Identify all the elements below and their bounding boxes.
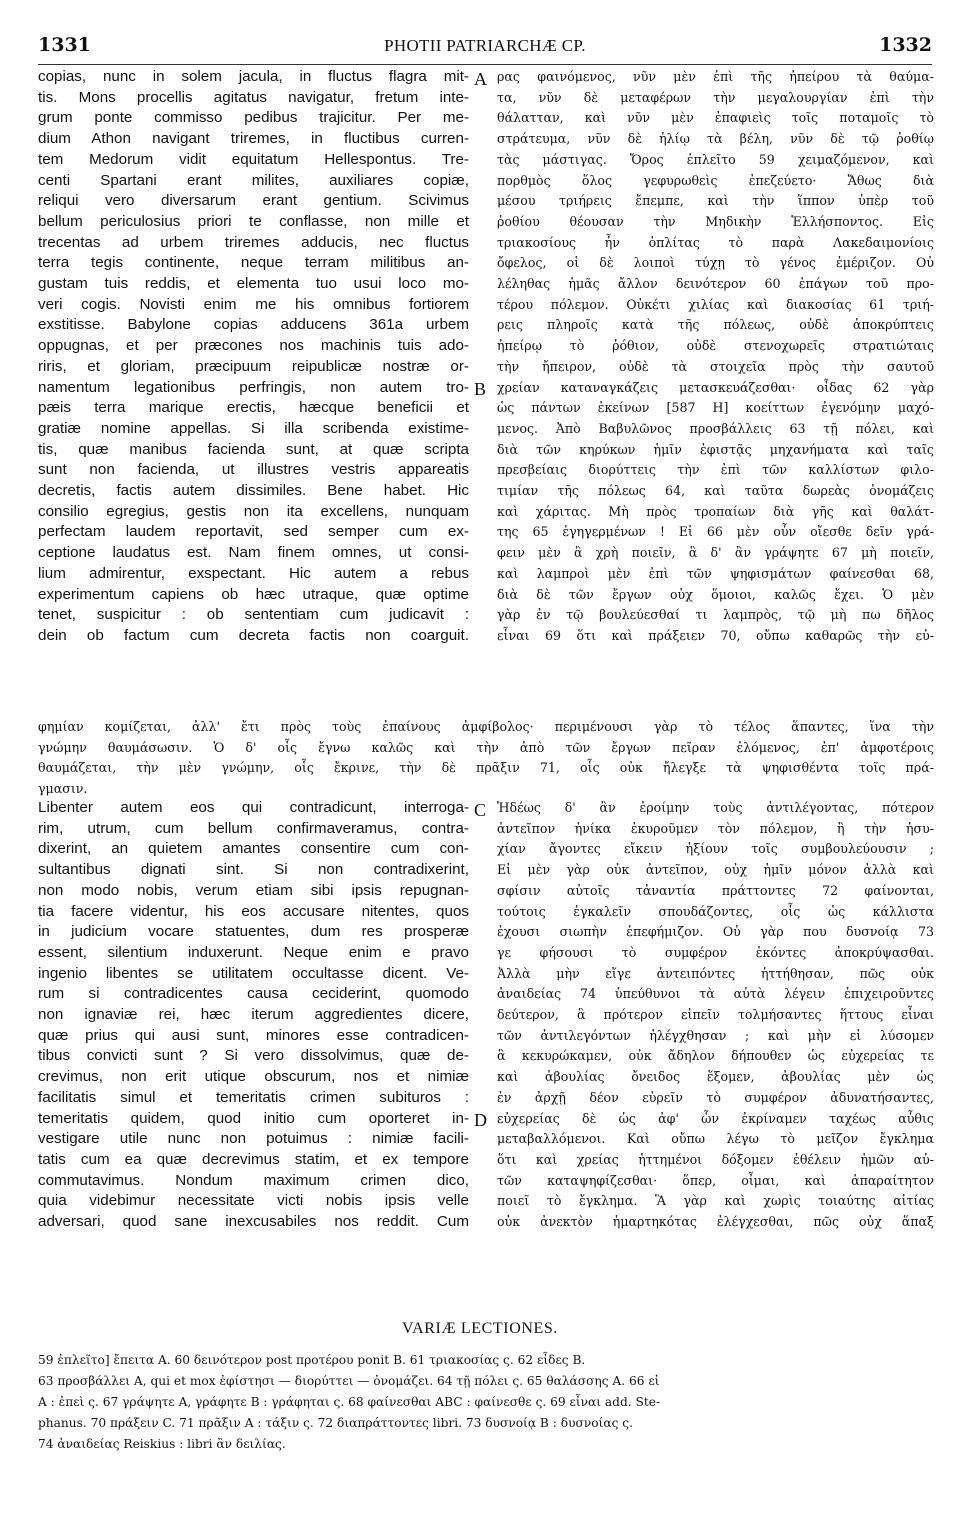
greek-text-line: φειν μὲν ἃ χρὴ ποιεῖν, ἃ δ' ἂν γράψητε 67 μὴ ποιεῖν, bbox=[497, 545, 934, 561]
greek-full-width-text bbox=[38, 717, 934, 800]
section-marker-d: D bbox=[474, 1110, 487, 1130]
greek-text-line: πρεσβείαις διορύττεις τὴν ἐπὶ τῶν καλλίστων φιλο- bbox=[497, 462, 934, 478]
latin-text-line: centi Spartani erant milites, auxiliares copiæ, bbox=[38, 171, 469, 189]
greek-text-line: πορθμὸς ὅλος γεφυρωθεὶς ἐπεζεύετο· Ἄθως διὰ bbox=[497, 172, 934, 188]
latin-text-line: riris, et gloriam, præcipuum reipublicæ nostræ or- bbox=[38, 357, 469, 375]
latin-text-line: namentum legationibus perfringis, non autem tro- bbox=[38, 378, 469, 396]
latin-text-line: non modo nobis, verum etiam sibi ipsis repugnan- bbox=[38, 881, 469, 899]
greek-text-line: ἀναιδείας 74 ὑπεύθυνοι τὰ αὐτὰ λέγειν ἐπιχειροῦντες bbox=[497, 986, 934, 1002]
latin-text-line: adversari, quod sane inexcusabiles nos reddit. Cum bbox=[38, 1213, 469, 1231]
latin-text-line: gustam tuis reddis, et elementa tuo usui loco mo- bbox=[38, 275, 469, 293]
greek-text-line: τούτοις ἐγκαλεῖν σπουδάζοντες, οἷς ὡς κάλλιστα bbox=[497, 903, 934, 919]
variant-note-line: A : ἐπεὶ ς. 67 γράψητε A, γράφητε B : γράφηται ς. 68 φαίνεσθαι ABC : φαίνεσθε ς. 69 εἶναι add. Ste- bbox=[38, 1395, 661, 1409]
latin-text-line: perfectam laudem reportavit, sed semper cum ex- bbox=[38, 523, 469, 541]
latin-text-line: terra tegis continente, neque terram militibus an- bbox=[38, 254, 469, 272]
latin-text-line: ingenio libentes se utilitatem occultasse dicent. Ve- bbox=[38, 964, 469, 982]
greek-text-line: ὄφελος, οἱ δὲ λοιποὶ τύχῃ τὸ γένος ἐμέριζον. Οὐ bbox=[497, 255, 934, 271]
latin-text-line: vestigare utile nunc non potuimus : nimiæ facili- bbox=[38, 1130, 469, 1148]
greek-text-line: θαυμάζεται, τὴν μὲν γνώμην, οἷς ἔκρινε, τὴν δὲ πρᾶξιν 71, οἷς οὐκ ἤλεγξε τὰ ψηφισθέντα τοῖς πρά- bbox=[38, 760, 934, 776]
variant-note-line: 63 προσβάλλει A, qui et mox ἐφίστησι — διορύττει — ὀνομάζει. 64 τῇ πόλει ς. 65 θαλάσσης A. 66 εἰ bbox=[38, 1374, 660, 1388]
latin-text-line: grum ponte commisso pedibus trajicitur. Per me- bbox=[38, 109, 469, 127]
greek-text-line: ἃ κεκυρώκαμεν, οὐκ ἄδηλον δήπουθεν ὡς εὐχερείας τε bbox=[497, 1048, 934, 1064]
greek-text-line: οὐκ ἀνεκτὸν ἡμαρτηκότας ἐλέγχεσθαι, πῶς οὐχ ἅπαξ bbox=[497, 1214, 934, 1230]
latin-column-top bbox=[38, 67, 469, 647]
greek-text-line: ρας φαινόμενος, νῦν μὲν ἐπὶ τῆς ἠπείρου τὰ θαύμα- bbox=[497, 69, 934, 84]
variae-lectiones-notes bbox=[38, 1350, 932, 1455]
variant-note-line: 74 ἀναιδείας Reiskius : libri ἂν δειλίας. bbox=[38, 1437, 286, 1451]
greek-text-line: τα, νῦν δὲ μεταφέρων τὴν μεγαλουργίαν ἐπὶ τὴν bbox=[497, 89, 934, 105]
latin-text-line: gratiæ nomine appellas. Si illa scribenda existime- bbox=[38, 419, 469, 437]
latin-text-line: rim, utrum, cum bellum confirmaveramus, contra- bbox=[38, 819, 469, 837]
greek-text-line: καὶ ἀβουλίας ὄνειδος ἕξομεν, ἀβουλίας μὲν ὡς bbox=[497, 1069, 934, 1085]
latin-text-line: crevimus, non erit utique obscurum, nos et nimiæ bbox=[38, 1068, 469, 1086]
latin-text-line: exstitisse. Babylone copias adducens 361a urbem bbox=[38, 316, 469, 334]
greek-text-line: γμασιν. bbox=[38, 781, 88, 797]
running-title: PHOTII PATRIARCHÆ CP. bbox=[384, 36, 586, 55]
latin-text-line: pæis terra marique erectis, hæcque beneficii et bbox=[38, 399, 469, 417]
greek-text-line: δεύτερον, ἃ πρότερον εἰπεῖν τολμήσαντες ἥττους εἶναι bbox=[497, 1007, 934, 1023]
page-number-left: 1331 bbox=[38, 34, 91, 56]
section-marker-a: A bbox=[474, 69, 487, 89]
greek-text-line: τριακοσίους ἦν ὁπλίτας τὸ παρὰ Λακεδαιμονίοις bbox=[497, 234, 934, 250]
greek-text-line: τέρου πόλεμον. Οὐκέτι χιλίας καὶ διακοσίας 61 τριή- bbox=[497, 296, 934, 312]
latin-text-line: dein ob factum cum decreta factis non coarguit. bbox=[38, 626, 469, 644]
greek-text-line: εἶναι 69 ὅτι καὶ πράξειεν 70, οὔπω καθαρῶς τὴν εὐ- bbox=[497, 627, 934, 643]
latin-text-line: rum si contradicentes causa ceciderint, quomodo bbox=[38, 985, 469, 1003]
greek-text-line: στράτευμα, νῦν δὲ ἡλίῳ τὰ βέλη, νῦν δὲ τῷ ῥοθίῳ bbox=[497, 131, 934, 147]
greek-column-top bbox=[497, 67, 934, 647]
greek-text-line: λέληθας ἡμᾶς ἄλλον δεινότερον 60 ἐπάγων τοῦ προ- bbox=[497, 276, 934, 292]
variant-note-line: 59 ἐπλεῖτο] ἔπειτα A. 60 δεινότερον post προτέρου ponit B. 61 τριακοσίας ς. 62 εἶδες B. bbox=[38, 1353, 586, 1367]
latin-text-line: consilio egregius, gestis non ita excellens, nunquam bbox=[38, 502, 469, 520]
latin-text-line: decretis, factis autem dissimiles. Bene habet. Hic bbox=[38, 482, 469, 500]
page-number-right: 1332 bbox=[879, 34, 932, 56]
latin-text-line: in judicium vocare statuentes, dum res prosperæ bbox=[38, 923, 469, 941]
page-header bbox=[38, 34, 932, 62]
header-rule bbox=[38, 64, 932, 65]
latin-text-line: tatis cum ea quæ decrevimus statim, et ex tempore bbox=[38, 1150, 469, 1168]
greek-text-line: τὰς μάστιγας. Ὄρος ἐπλεῖτο 59 χειμαζόμενον, καὶ bbox=[497, 151, 934, 167]
latin-text-line: bellum periculosius priori te conflasse, non mille et bbox=[38, 212, 469, 230]
greek-text-line: μεταβαλλόμενοι. Καὶ οὔπω λέγω τὸ μεῖζον ἔγκλημα bbox=[497, 1131, 934, 1147]
greek-text-line: Ἀλλὰ μὴν εἴγε ἀντειπόντες ἡττήθησαν, πῶς οὐκ bbox=[497, 965, 934, 981]
latin-text-line: quia videbimur necessitate victi nobis ipsis velle bbox=[38, 1192, 469, 1210]
greek-text-line: ὅτι καὶ χρείας ἡττημένοι δόξομεν ἐθέλειν ἡμῶν αὐ- bbox=[497, 1151, 934, 1167]
latin-text-line: tis. Mons procellis agitatus navigatur, fretum inte- bbox=[38, 88, 469, 106]
greek-text-line: ἐχουσι σιωπὴν ἐπεφήμιζον. Οὐ γὰρ που δυσνοίᾳ 73 bbox=[497, 924, 934, 940]
greek-text-line: Εἰ μὲν γὰρ οὐκ ἀντεῖπον, οὐχ ἡμῖν μόνον ἀλλὰ καὶ bbox=[497, 862, 934, 878]
latin-text-line: copias, nunc in solem jacula, in fluctus flagra mit- bbox=[38, 68, 469, 85]
section-marker-b: B bbox=[474, 379, 487, 399]
latin-text-line: reliqui vero diversarum erant gentium. Scivimus bbox=[38, 192, 469, 210]
greek-text-line: τῶν ἀντιλεγόντων ἠλέγχθησαν ; καὶ μὴν εἰ λύσομεν bbox=[497, 1027, 934, 1043]
greek-text-line: μέσου τριήρεις ἔπεμπε, καὶ τὴν ἵππον ὑπὲρ τοῦ bbox=[497, 193, 934, 209]
greek-text-line: διὰ τῶν κηρύκων ἡμῖν ἐφιστᾷς μηχανήματα καὶ ταῖς bbox=[497, 441, 934, 457]
greek-text-line: ἐν ἀρχῇ δέον εὑρεῖν τὸ συμφέρον ἀδυνατήσαντες, bbox=[497, 1089, 934, 1105]
greek-text-line: ρεις πληροῖς κατὰ τῆς πόλεως, οὐδὲ ἀποκρύπτεις bbox=[497, 317, 934, 333]
greek-text-line: ῥοθίου θέουσαν τὴν Μηδικὴν Ἑλλήσποντος. Εἰς bbox=[497, 213, 934, 229]
variant-note-line: phanus. 70 πράξειν C. 71 πρᾶξιν A : τάξιν ς. 72 διαπράττοντες libri. 73 δυσνοίᾳ B : δυσνοίας ς. bbox=[38, 1416, 633, 1430]
latin-text-line: sunt non facienda, ut illustres vestris appareatis bbox=[38, 461, 469, 479]
greek-text-line: γε φήσουσι τὸ συμφέρον ἑκόντες ἀποκρύψασθαι. bbox=[497, 944, 934, 960]
latin-text-line: essent, silentium induxerunt. Neque enim e pravo bbox=[38, 943, 469, 961]
greek-text-line: τῶν καταψηφίζεσθαι· ὅπερ, οἶμαι, καὶ ἀπαραίτητον bbox=[497, 1172, 934, 1188]
greek-text-line: χίαν ἄγοντες εἴκειν ἠξίουν τοῖς συμβουλεύουσιν ; bbox=[497, 841, 934, 857]
latin-column-bottom bbox=[38, 798, 469, 1233]
latin-text-line: ceptione laudatus est. Nam finem omnes, ut consi- bbox=[38, 544, 469, 562]
latin-text-line: tia facere videntur, his eos accusare nitentes, quos bbox=[38, 902, 469, 920]
greek-column-bottom bbox=[497, 798, 934, 1233]
variae-lectiones-title: VARIÆ LECTIONES. bbox=[402, 1320, 558, 1337]
latin-text-line: oppugnas, et per præcones nos machinis tuis ado- bbox=[38, 337, 469, 355]
latin-text-line: tem Medorum vidit equitatum Hellespontus. Tre- bbox=[38, 150, 469, 168]
latin-text-line: veri cogis. Novisti enim me his omnibus fortiorem bbox=[38, 295, 469, 313]
latin-text-line: sultantibus dignati sint. Si non contradixerint, bbox=[38, 861, 469, 879]
greek-text-line: διὰ δὲ τῶν ἔργων οὐχ ὅμοιοι, καλῶς ἔχει. Ὁ μὲν bbox=[497, 586, 934, 602]
greek-text-line: ἀντεῖπον ἡνίκα ἐκυροῦμεν τὸν πόλεμον, ἢ τὴν ἡσυ- bbox=[497, 820, 934, 836]
latin-text-line: tis, quæ manibus facienda sunt, at quæ scripta bbox=[38, 440, 469, 458]
latin-text-line: dixerint, an quietem amantes consentire cum con- bbox=[38, 840, 469, 858]
greek-text-line: ὡς πάντων ἐκείνων [587 H] κοείττων ἐγενόμην μαχό- bbox=[497, 400, 934, 416]
greek-text-line: τιμίαν τῆς πόλεως 64, καὶ ταῦτα δωρεὰς ὀνομάζεις bbox=[497, 483, 934, 499]
greek-text-line: γνώμην θαυμάσωσιν. Ὁ δ' οἷς ἔγνω καλῶς καὶ τὴν ἀπὸ τῶν ἔργων πεῖραν ἐλόμενος, ἐπ' ἀμφοτέροις bbox=[38, 739, 934, 755]
greek-text-line: σφίσιν αὐτοῖς τἀναντία πράττοντες 72 φαίνονται, bbox=[497, 882, 934, 898]
greek-text-line: τὴν ἤπειρον, οὐδὲ τὰ στοιχεῖα πρὸς τὴν σαυτοῦ bbox=[497, 358, 934, 374]
latin-text-line: tibus convicti sunt ? Si vero dissolvimus, quæ de- bbox=[38, 1047, 469, 1065]
greek-text-line: θάλατταν, καὶ νῦν μὲν ἐπαφιεὶς τοῖς ποταμοῖς τὸ bbox=[497, 110, 934, 126]
latin-text-line: dium Athon navigant triremes, in fluctibus curren- bbox=[38, 130, 469, 148]
latin-text-line: Libenter autem eos qui contradicunt, interroga- bbox=[38, 799, 469, 816]
latin-text-line: experimentum capiens ob hæc utraque, quæ optime bbox=[38, 585, 469, 603]
greek-text-line: της 65 ἐγηγερμένων ! Εἰ 66 μὲν οὖν οἴεσθε δεῖν γρά- bbox=[497, 524, 934, 540]
greek-text-line: γὰρ ἐν τῷ βουλεύεσθαί τι λαμπρὸς, τῷ μὴ πω δῆλος bbox=[497, 607, 934, 623]
latin-text-line: lium admirentur, exspectant. Hic autem a rebus bbox=[38, 564, 469, 582]
section-marker-c: C bbox=[474, 800, 487, 820]
latin-text-line: temeritatis quidem, quod initio cum oporteret in- bbox=[38, 1109, 469, 1127]
latin-text-line: facilitatis simul et temeritatis crimen subituros : bbox=[38, 1088, 469, 1106]
greek-text-line: καὶ λαμπροὶ μὲν ἐπὶ τῶν ψηφισμάτων φαίνεσθαι 68, bbox=[497, 565, 934, 581]
latin-text-line: tenet, suspicitur : ob sententiam cum judicavit : bbox=[38, 606, 469, 624]
greek-text-line: ποιεῖ τὸ ἔγκλημα. Ἃ γὰρ καὶ χωρὶς τοιαύτης αἰτίας bbox=[497, 1193, 934, 1209]
latin-text-line: quæ prius qui ausi sunt, minores esse contradicen- bbox=[38, 1026, 469, 1044]
greek-text-line: φημίαν κομίζεται, ἀλλ' ἔτι πρὸς τοὺς ἐπαίνους ἀμφίβολος· περιμένουσι γὰρ τὸ τέλος ἅπαντες, ἵνα τὴν bbox=[38, 719, 934, 734]
greek-text-line: χρείαν καταναγκάζεις μετασκευάζεσθαι· οἶδας 62 γὰρ bbox=[497, 379, 934, 395]
greek-text-line: εὐχερείας δὲ ὡς ἀφ' ὧν ἐκρίναμεν ταχέως αὖθις bbox=[497, 1110, 934, 1126]
latin-text-line: trecentas ad urbem triremes adducis, nec fluctus bbox=[38, 233, 469, 251]
greek-text-line: ἠπείρῳ τὸ ῥόθιον, οὐδὲ στενοχωρεῖς στρατιώταις bbox=[497, 338, 934, 354]
latin-text-line: commutavimus. Nondum maximum crimen dico, bbox=[38, 1171, 469, 1189]
greek-text-line: μενος. Ἀπὸ Βαβυλῶνος προσβάλλεις 63 τῇ πόλει, καὶ bbox=[497, 420, 934, 436]
greek-text-line: Ἡδέως δ' ἂν ἐροίμην τοὺς ἀντιλέγοντας, πότερον bbox=[497, 800, 934, 815]
greek-text-line: καὶ χάριτας. Μὴ πρὸς τροπαίων διὰ γῆς καὶ θαλάτ- bbox=[497, 503, 934, 519]
latin-text-line: non ignaviæ rei, hæc iterum aggredientes dicere, bbox=[38, 1006, 469, 1024]
